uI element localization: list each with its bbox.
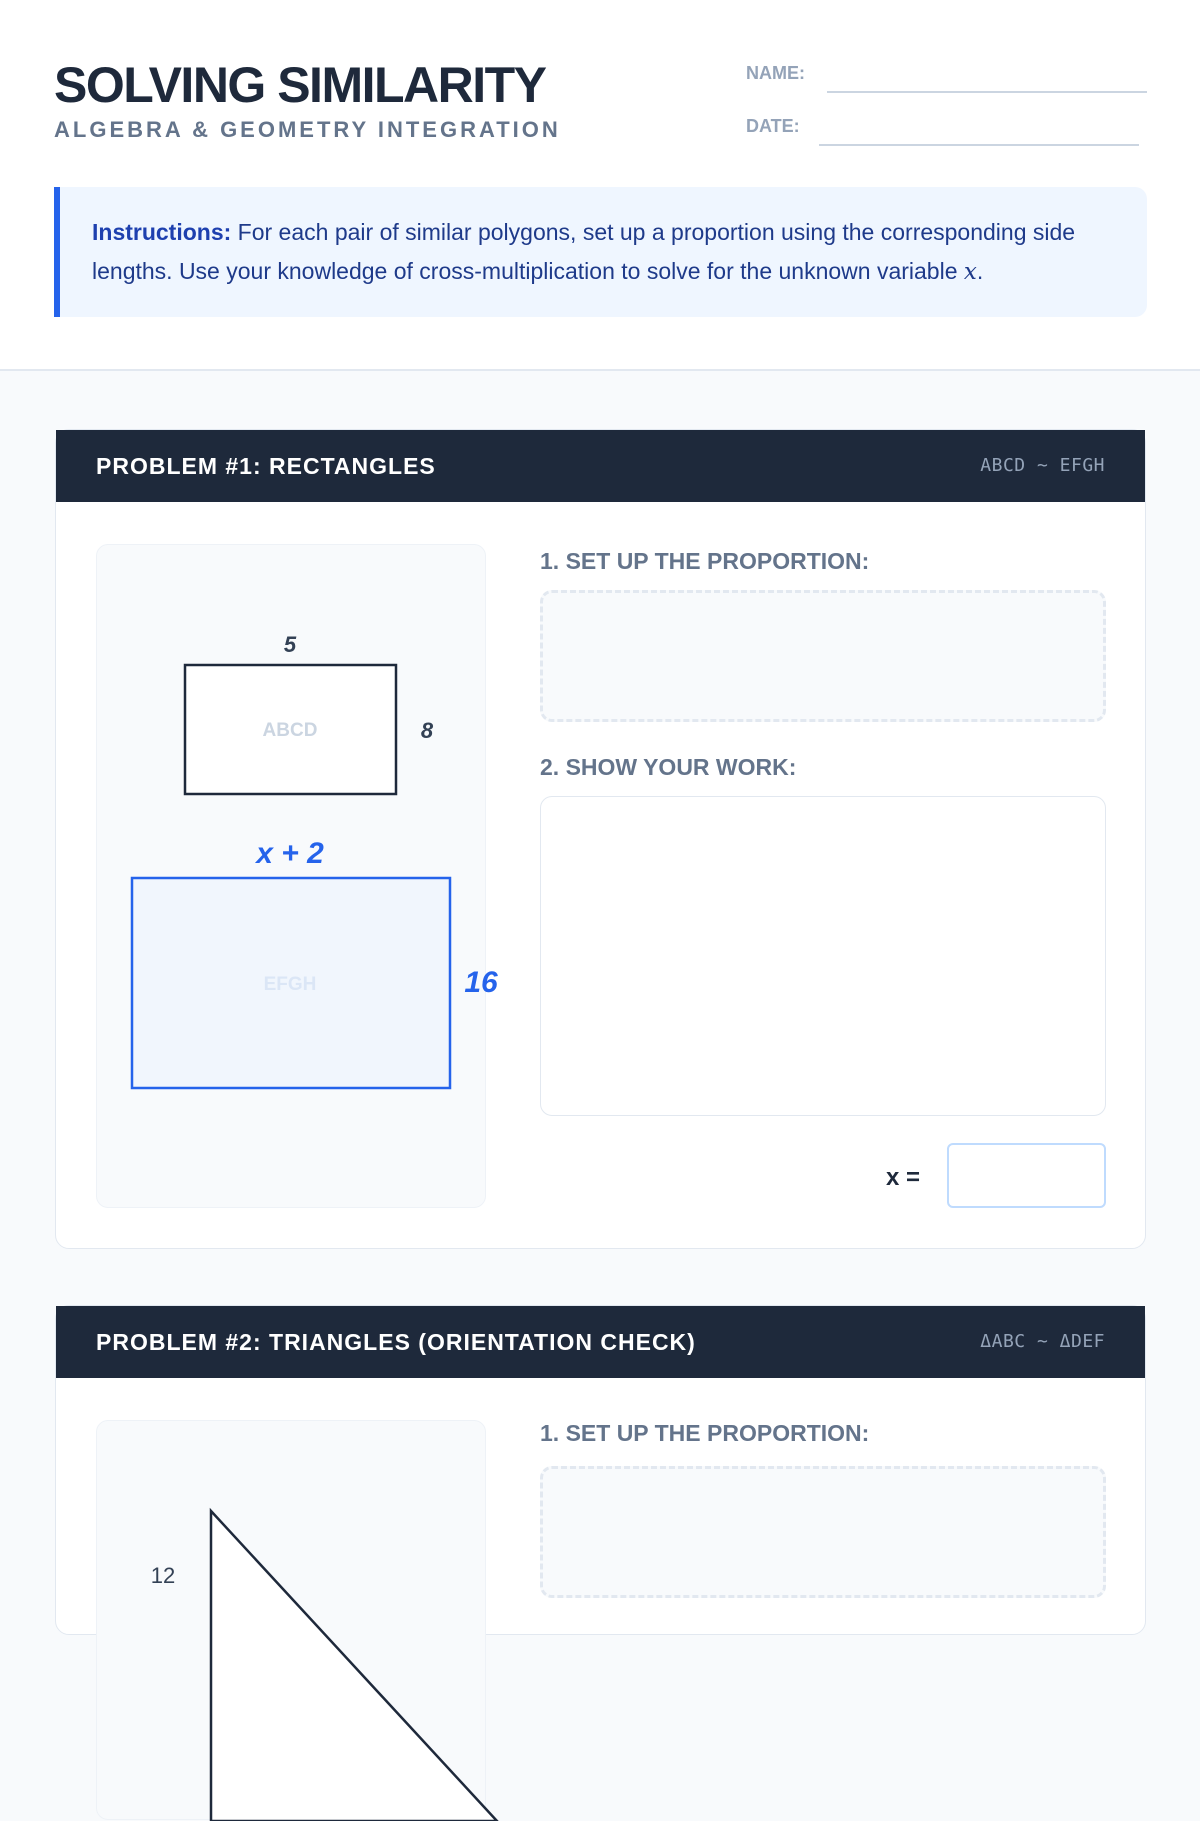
problem-1-step-2-label: 2. SHOW YOUR WORK: bbox=[540, 754, 797, 780]
rectangles-diagram bbox=[97, 545, 498, 1209]
problem-1-proportion-box[interactable] bbox=[540, 590, 1106, 722]
name-field[interactable] bbox=[827, 91, 1147, 93]
page-subtitle: ALGEBRA & GEOMETRY INTEGRATION bbox=[54, 117, 561, 142]
problem-1-answer-label: x = bbox=[886, 1164, 921, 1191]
problem-2-proportion-box[interactable] bbox=[540, 1466, 1106, 1598]
page-title: SOLVING SIMILARITY bbox=[54, 57, 546, 113]
problem-1-figure-panel bbox=[96, 544, 498, 1208]
problem-card-2 bbox=[55, 1305, 1146, 1635]
problem-1-title: PROBLEM #1: RECTANGLES bbox=[96, 453, 436, 479]
instructions-lead: Instructions: bbox=[92, 219, 232, 245]
instructions-variable: x bbox=[963, 259, 977, 285]
date-label: DATE: bbox=[746, 116, 800, 136]
rectangle-efgh-side-length: 16 bbox=[464, 966, 498, 999]
problem-1-similarity-badge: ABCD ~ EFGH bbox=[980, 455, 1105, 476]
date-field[interactable] bbox=[819, 144, 1139, 146]
problem-card-1 bbox=[55, 429, 1146, 1249]
problem-2-figure-panel bbox=[96, 1420, 486, 1820]
rectangle-abcd-side-length: 8 bbox=[420, 718, 434, 743]
triangle-abc-side-length: 12 bbox=[150, 1563, 176, 1588]
triangle-abc bbox=[211, 1511, 497, 1821]
problem-2-header bbox=[56, 1306, 1145, 1378]
worksheet-header bbox=[0, 0, 1200, 371]
instructions-callout bbox=[54, 187, 1147, 317]
triangles-diagram bbox=[97, 1421, 487, 1821]
instructions-end: . bbox=[976, 258, 984, 284]
problem-2-similarity-badge: ΔABC ~ ΔDEF bbox=[980, 1331, 1105, 1352]
problem-2-step-1-label: 1. SET UP THE PROPORTION: bbox=[540, 1420, 870, 1446]
instructions-text: For each pair of similar polygons, set up a proportion using the corresponding side lengths. Use your knowledge of cross-multiplication to solve for the unknown variable bbox=[92, 219, 1076, 284]
rectangle-abcd-top-length: 5 bbox=[283, 632, 297, 657]
problem-1-header bbox=[56, 430, 1145, 502]
problem-2-title: PROBLEM #2: TRIANGLES (ORIENTATION CHECK) bbox=[96, 1329, 696, 1355]
rectangle-efgh-label: EFGH bbox=[263, 974, 317, 995]
rectangle-efgh-top-length: x + 2 bbox=[256, 837, 324, 870]
name-label: NAME: bbox=[746, 63, 805, 83]
problem-1-answer-input[interactable] bbox=[947, 1143, 1106, 1208]
rectangle-abcd-label: ABCD bbox=[262, 720, 318, 741]
problem-1-work-box[interactable] bbox=[540, 796, 1106, 1116]
problem-1-step-1-label: 1. SET UP THE PROPORTION: bbox=[540, 548, 870, 574]
